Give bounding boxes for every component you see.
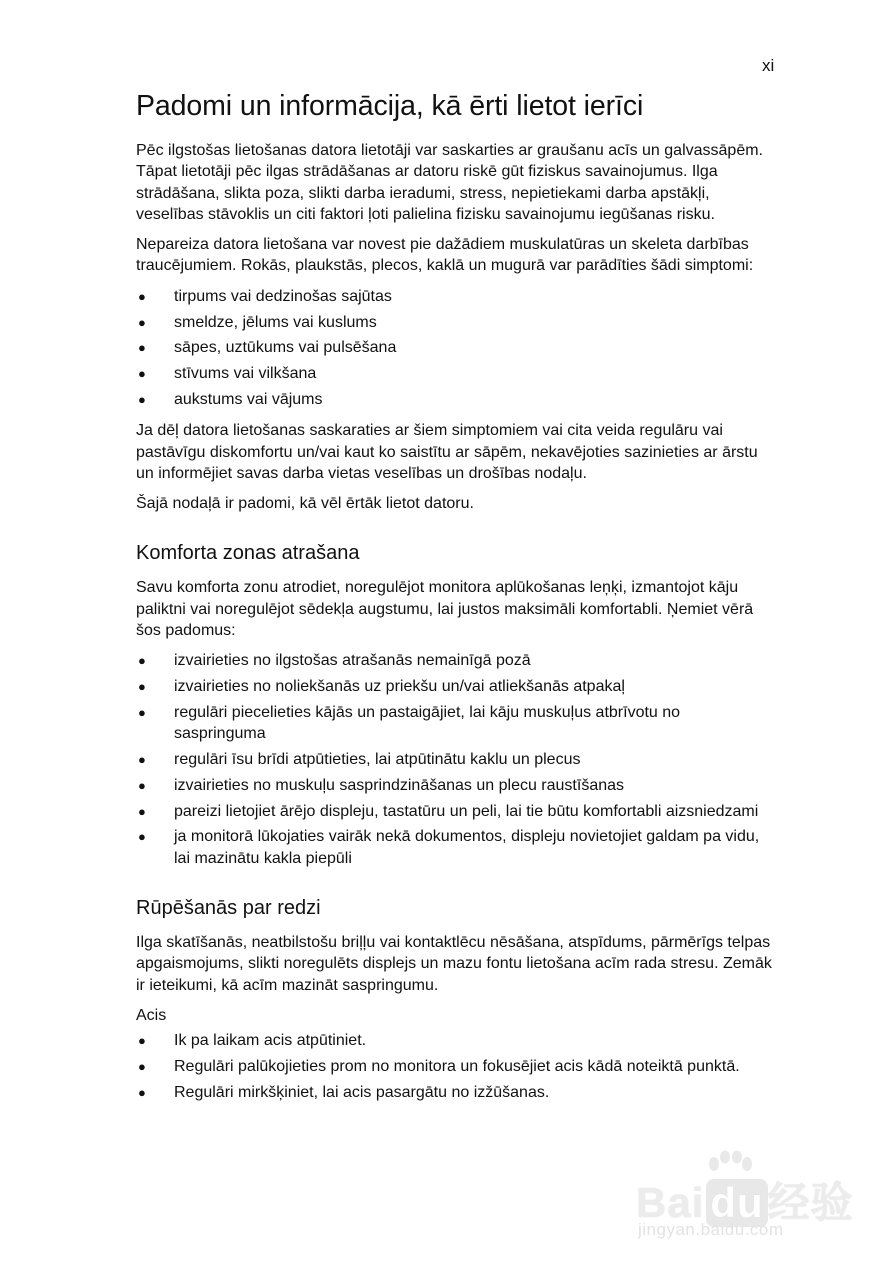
page-number: xi xyxy=(762,56,775,75)
list-item: ● izvairieties no ilgstošas atrašanās nemainīgā pozā xyxy=(136,650,776,671)
list-item: ● ja monitorā lūkojaties vairāk nekā dokumentos, displeju novietojiet galdam pa vidu, lai mazinātu kakla piepūli xyxy=(138,828,760,867)
watermark-url: jingyan.baidu.com xyxy=(638,1220,784,1239)
bullet-icon: ● xyxy=(138,679,146,695)
bullet-icon: ● xyxy=(138,340,146,356)
comfort-paragraph: Savu komforta zonu atrodiet, noregulējot monitora aplūkošanas leņķi, izmantojot kāju paliktni vai noregulējot sēdekļa augstumu, lai justos maksimāli komfortabli. Ņemiet vērā šos padomus: xyxy=(136,579,754,640)
bullet-icon: ● xyxy=(138,1033,146,1049)
bullet-icon: ● xyxy=(138,829,146,845)
bullet-icon: ● xyxy=(138,288,146,304)
comfort-tips-list xyxy=(136,650,776,869)
document-body xyxy=(136,88,776,1113)
bullet-icon: ● xyxy=(138,653,146,669)
list-item: ● stīvums vai vilkšana xyxy=(136,363,776,384)
intro-paragraph-1: Pēc ilgstošas lietošanas datora lietotāji var saskarties ar graušanu acīs un galvassāpēm. Tāpat lietotāji pēc ilgas strādāšanas ar datoru riskē gūt fiziskus savainojumus. Ilga strādāšana, slikta poza, slikti darba ieradumi, stress, nepietiekami darba apstākļi, veselības stāvoklis un citi faktori ļoti palielina fizisku savainojumu iegūšanas risku. xyxy=(136,142,763,223)
page-title: Padomi un informācija, kā ērti lietot ierīci xyxy=(136,90,644,122)
list-item: ● Regulāri mirkšķiniet, lai acis pasargātu no izžūšanas. xyxy=(136,1082,776,1103)
intro-closing-2: Šajā nodaļā ir padomi, kā vēl ērtāk lietot datoru. xyxy=(136,495,474,513)
eye-tips-list xyxy=(136,1030,776,1103)
list-item: ● sāpes, uztūkums vai pulsēšana xyxy=(136,337,776,358)
list-item: ● regulāri piecelieties kājās un pastaigājiet, lai kāju muskuļus atbrīvotu no saspringuma xyxy=(138,703,681,743)
symptom-list xyxy=(136,286,776,410)
bullet-icon: ● xyxy=(138,366,146,382)
list-item: ● regulāri īsu brīdi atpūtieties, lai atpūtinātu kaklu un plecus xyxy=(136,749,776,770)
intro-closing-1: Ja dēļ datora lietošanas saskaraties ar šiem simptomiem vai cita veida regulāru vai pastāvīgu diskomfortu un/vai kaut ko saistītu ar sāpēm, nekavējoties sazinieties ar ārstu un informējiet savas darba vietas veselības un drošības nodaļu. xyxy=(136,422,758,482)
vision-heading: Rūpēšanās par redzi xyxy=(136,897,321,920)
list-item: ● Regulāri palūkojieties prom no monitora un fokusējiet acis kādā noteiktā punktā. xyxy=(136,1056,776,1077)
list-item: ● aukstums vai vājums xyxy=(136,389,776,410)
list-item: ● smeldze, jēlums vai kuslums xyxy=(136,312,776,333)
list-item: ● izvairieties no muskuļu sasprindzināšanas un plecu raustīšanas xyxy=(136,775,776,796)
list-item: ● izvairieties no noliekšanās uz priekšu un/vai atliekšanās atpakaļ xyxy=(136,676,776,697)
watermark-logo: Bai du经验 xyxy=(636,1179,854,1226)
bullet-icon: ● xyxy=(138,777,146,793)
baidu-watermark xyxy=(636,1150,854,1246)
bullet-icon: ● xyxy=(138,1059,146,1074)
list-item: ● tirpums vai dedzinošas sajūtas xyxy=(136,286,776,307)
list-item: ● pareizi lietojiet ārējo displeju, tastatūru un peli, lai tie būtu komfortabli aizsniedzami xyxy=(136,801,776,822)
list-item: ● Ik pa laikam acis atpūtiniet. xyxy=(136,1030,776,1051)
bullet-icon: ● xyxy=(138,752,146,768)
bullet-icon: ● xyxy=(138,391,146,407)
comfort-heading: Komforta zonas atrašana xyxy=(136,542,360,565)
vision-paragraph: Ilga skatīšanās, neatbilstošu briļļu vai kontaktlēcu nēsāšana, atspīdums, pārmērīgs telpas apgaismojums, slikti noregulēts displejs un mazu fontu lietošana acīm rada stresu. Zemāk ir ieteikumi, kā acīm mazināt saspringumu. xyxy=(136,934,772,994)
intro-paragraph-2: Nepareiza datora lietošana var novest pie dažādiem muskulatūras un skeleta darbības traucējumiem. Rokās, plaukstās, plecos, kaklā un mugurā var parādīties šādi simptomi: xyxy=(136,236,754,275)
bullet-icon: ● xyxy=(138,704,146,720)
bullet-icon: ● xyxy=(138,314,146,330)
bullet-icon: ● xyxy=(138,803,146,819)
eyes-subheading: Acis xyxy=(136,1006,167,1024)
bullet-icon: ● xyxy=(138,1084,146,1100)
